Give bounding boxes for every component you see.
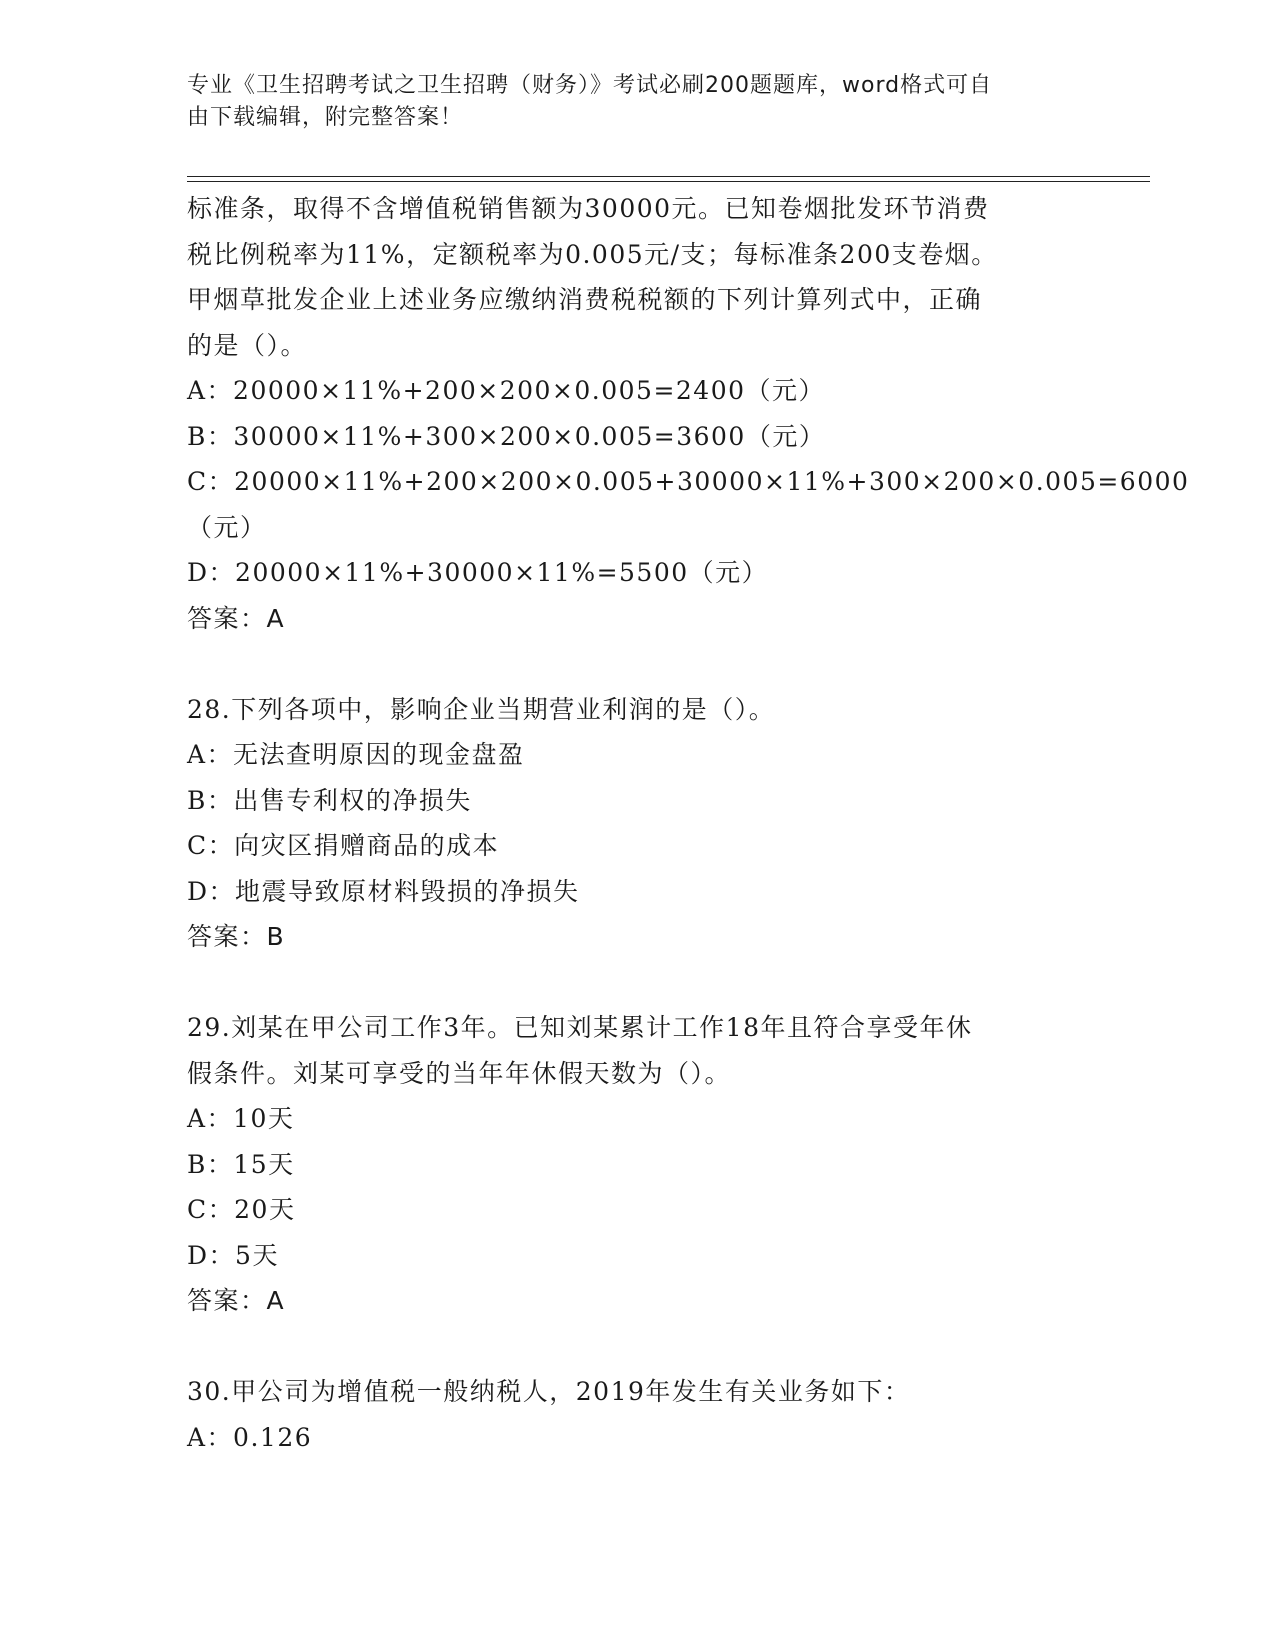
option-d: D：20000×11%+30000×11%=5500（元）	[187, 558, 769, 587]
option-b: B：30000×11%+300×200×0.005=3600（元）	[187, 421, 826, 451]
option-a: A：0.126	[187, 1422, 313, 1452]
answer: 答案：B	[187, 922, 286, 951]
header-line-1: 专业《卫生招聘考试之卫生招聘（财务）》考试必刷200题题库，word格式可自	[187, 73, 993, 98]
question-stem-line: 假条件。刘某可享受的当年年休假天数为（）。	[187, 1058, 732, 1088]
header-rule-bottom	[187, 181, 1150, 182]
option-a: A：10天	[187, 1104, 295, 1133]
option-c: C：向灾区捐赠商品的成本	[187, 831, 500, 860]
option-d: D：5天	[187, 1240, 279, 1270]
option-c: C：20天	[187, 1195, 296, 1224]
page-header	[187, 70, 1067, 134]
spacer	[187, 1324, 1077, 1370]
answer: 答案：A	[187, 1286, 286, 1315]
spacer	[187, 641, 1077, 687]
question-stem-line: 税比例税率为11%，定额税率为0.005元/支；每标准条200支卷烟。	[187, 239, 998, 269]
question-30	[187, 1369, 1077, 1460]
option-b: B：出售专利权的净损失	[187, 785, 472, 815]
question-stem-line: 标准条，取得不含增值税销售额为30000元。已知卷烟批发环节消费	[187, 194, 990, 223]
question-stem-line: 甲烟草批发企业上述业务应缴纳消费税税额的下列计算列式中，正确	[187, 285, 983, 314]
answer: 答案：A	[187, 603, 286, 633]
question-stem: 30.甲公司为增值税一般纳税人，2019年发生有关业务如下：	[187, 1377, 911, 1406]
question-stem-line: 29.刘某在甲公司工作3年。已知刘某累计工作18年且符合享受年休	[187, 1013, 973, 1042]
header-line-2: 由下载编辑，附完整答案！	[187, 105, 464, 130]
question-stem-line: 的是（）。	[187, 330, 308, 360]
question-stem: 28.下列各项中，影响企业当期营业利润的是（）。	[187, 694, 776, 724]
question-29	[187, 1005, 1077, 1324]
question-27	[187, 186, 1190, 641]
option-a: A：无法查明原因的现金盘盈	[187, 740, 525, 769]
option-b: B：15天	[187, 1149, 295, 1179]
option-d: D：地震导致原材料毁损的净损失	[187, 876, 580, 906]
header-rule-top	[187, 176, 1150, 177]
question-28	[187, 687, 1077, 960]
option-c-continuation: （元）	[187, 512, 267, 542]
option-a: A：20000×11%+200×200×0.005=2400（元）	[187, 376, 826, 405]
spacer	[187, 960, 1077, 1006]
option-c: C：20000×11%+200×200×0.005+30000×11%+300×200×0.005=6000	[187, 467, 1190, 496]
document-body	[187, 186, 1190, 1460]
